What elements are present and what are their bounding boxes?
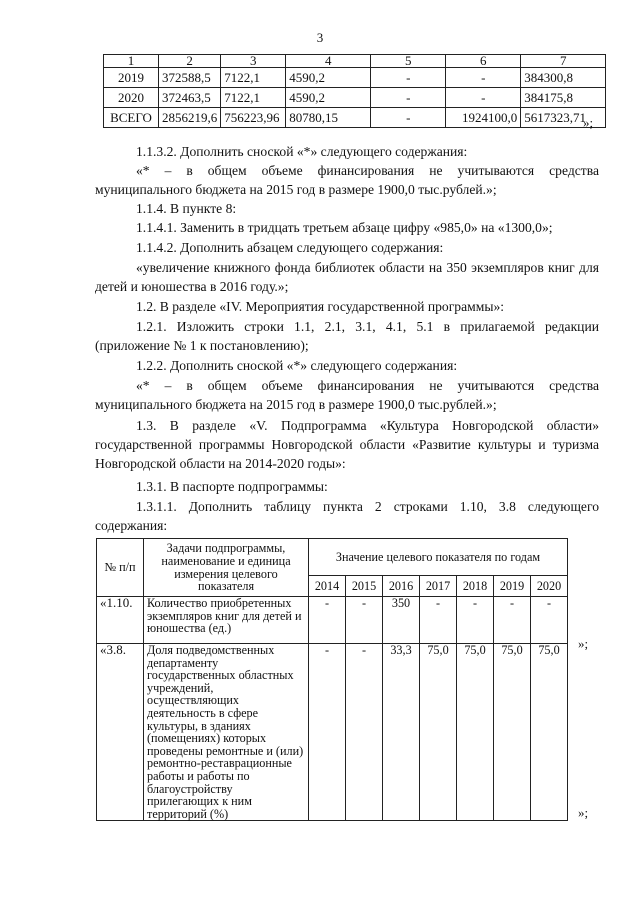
paragraph: «увеличение книжного фонда библиотек области на 350 экземпляров книг для детей и юношества в 2016 году.»; [95, 260, 599, 294]
paragraph: 1.1.4. В пункте 8: [136, 201, 237, 216]
table-cell: 7 [521, 55, 606, 68]
table-cell: 384300,8 [521, 68, 606, 88]
table-cell: - [531, 597, 568, 644]
table-suffix: »; [583, 115, 594, 130]
paragraph: 1.3. В разделе «V. Подпрограмма «Культура Новгородской области» государственной программы Новгородской области «Развитие культуры и туризма Новгородской области на 2014-2020 годы»: [95, 418, 599, 471]
table-cell: ВСЕГО [104, 108, 159, 128]
table-cell: - [309, 597, 346, 644]
table-cell: 75,0 [457, 644, 494, 821]
paragraph: 1.3.1. В паспорте подпрограммы: [136, 479, 328, 494]
paragraph: 1.3.1.1. Дополнить таблицу пункта 2 строками 1.10, 3.8 следующего содержания: [95, 499, 599, 533]
table-cell: - [371, 68, 446, 88]
year-header: 2019 [494, 576, 531, 597]
table-cell: - [346, 644, 383, 821]
table-cell: 7122,1 [221, 88, 286, 108]
table-cell: 2856219,6 [159, 108, 221, 128]
table-cell: - [371, 88, 446, 108]
table-cell: 4590,2 [286, 88, 371, 108]
table-cell: 3 [221, 55, 286, 68]
column-header-task: Задачи подпрограммы, наименование и единица измерения целевого показателя [144, 539, 309, 597]
year-header: 2017 [420, 576, 457, 597]
table-cell: - [457, 597, 494, 644]
table-cell: - [309, 644, 346, 821]
table-cell: - [446, 68, 521, 88]
paragraph: «* – в общем объеме финансирования не учитываются средства муниципального бюджета на 2015 год в размере 1900,0 тыс.рублей.»; [95, 163, 599, 197]
year-header: 2018 [457, 576, 494, 597]
row-number: «1.10. [97, 597, 144, 644]
paragraph: 1.2.2. Дополнить сноской «*» следующего содержания: [136, 358, 458, 373]
year-header: 2015 [346, 576, 383, 597]
table-cell: 6 [446, 55, 521, 68]
paragraph: 1.2. В разделе «IV. Мероприятия государственной программы»: [136, 299, 505, 314]
page-number: 3 [316, 30, 324, 45]
table-cell: 2019 [104, 68, 159, 88]
table-cell: 75,0 [494, 644, 531, 821]
table-cell: 33,3 [383, 644, 420, 821]
year-header: 2020 [531, 576, 568, 597]
table-row [97, 597, 568, 644]
table-cell: - [420, 597, 457, 644]
table-row [97, 644, 568, 821]
table-cell: - [446, 88, 521, 108]
table-cell: 7122,1 [221, 68, 286, 88]
paragraph: 1.2.1. Изложить строки 1.1, 2.1, 3.1, 4.1, 5.1 в прилагаемой редакции (приложение № 1 к постановлению); [95, 319, 599, 353]
year-header: 2016 [383, 576, 420, 597]
table-cell: - [371, 108, 446, 128]
paragraph: «* – в общем объеме финансирования не учитываются средства муниципального бюджета на 2015 год в размере 1900,0 тыс.рублей.»; [95, 378, 599, 412]
table-header-row [97, 539, 568, 576]
table-cell: 5617323,71 [521, 108, 606, 128]
column-header-number: № п/п [97, 539, 144, 597]
table-cell: - [346, 597, 383, 644]
table-cell: 1924100,0 [446, 108, 521, 128]
table-row [104, 88, 606, 108]
table-cell: 5 [371, 55, 446, 68]
table-cell: - [494, 597, 531, 644]
table-cell: 75,0 [531, 644, 568, 821]
table-suffix: »; [578, 636, 589, 651]
row-task: Количество приобретенных экземпляров книг для детей и юношества (ед.) [144, 597, 309, 644]
table-cell: 75,0 [420, 644, 457, 821]
financing-table [103, 54, 606, 128]
table-suffix: »; [578, 805, 589, 820]
year-header: 2014 [309, 576, 346, 597]
paragraph: 1.1.4.2. Дополнить абзацем следующего содержания: [136, 240, 444, 255]
paragraph: 1.1.4.1. Заменить в тридцать третьем абзаце цифру «985,0» на «1300,0»; [136, 220, 553, 235]
row-task: Доля подведомственных департаменту государственных областных учреждений, осуществляющих деятельность в сфере культуры, в зданиях (помещениях) которых проведены ремонтные и (или) ремонтно-реставрационные работы и работы по благоустройству прилегающих к ним территорий (%) [144, 644, 309, 821]
table-row [104, 68, 606, 88]
table-cell: 4590,2 [286, 68, 371, 88]
indicator-table [96, 538, 568, 821]
table-header-row [104, 55, 606, 68]
table-cell: 4 [286, 55, 371, 68]
table-cell: 80780,15 [286, 108, 371, 128]
column-header-values: Значение целевого показателя по годам [309, 539, 568, 576]
paragraph: 1.1.3.2. Дополнить сноской «*» следующего содержания: [136, 144, 468, 159]
table-row [104, 108, 606, 128]
table-cell: 1 [104, 55, 159, 68]
table-cell: 2 [159, 55, 221, 68]
table-cell: 350 [383, 597, 420, 644]
table-cell: 372463,5 [159, 88, 221, 108]
table-cell: 372588,5 [159, 68, 221, 88]
table-cell: 2020 [104, 88, 159, 108]
table-cell: 756223,96 [221, 108, 286, 128]
table-cell: 384175,8 [521, 88, 606, 108]
row-number: «3.8. [97, 644, 144, 821]
